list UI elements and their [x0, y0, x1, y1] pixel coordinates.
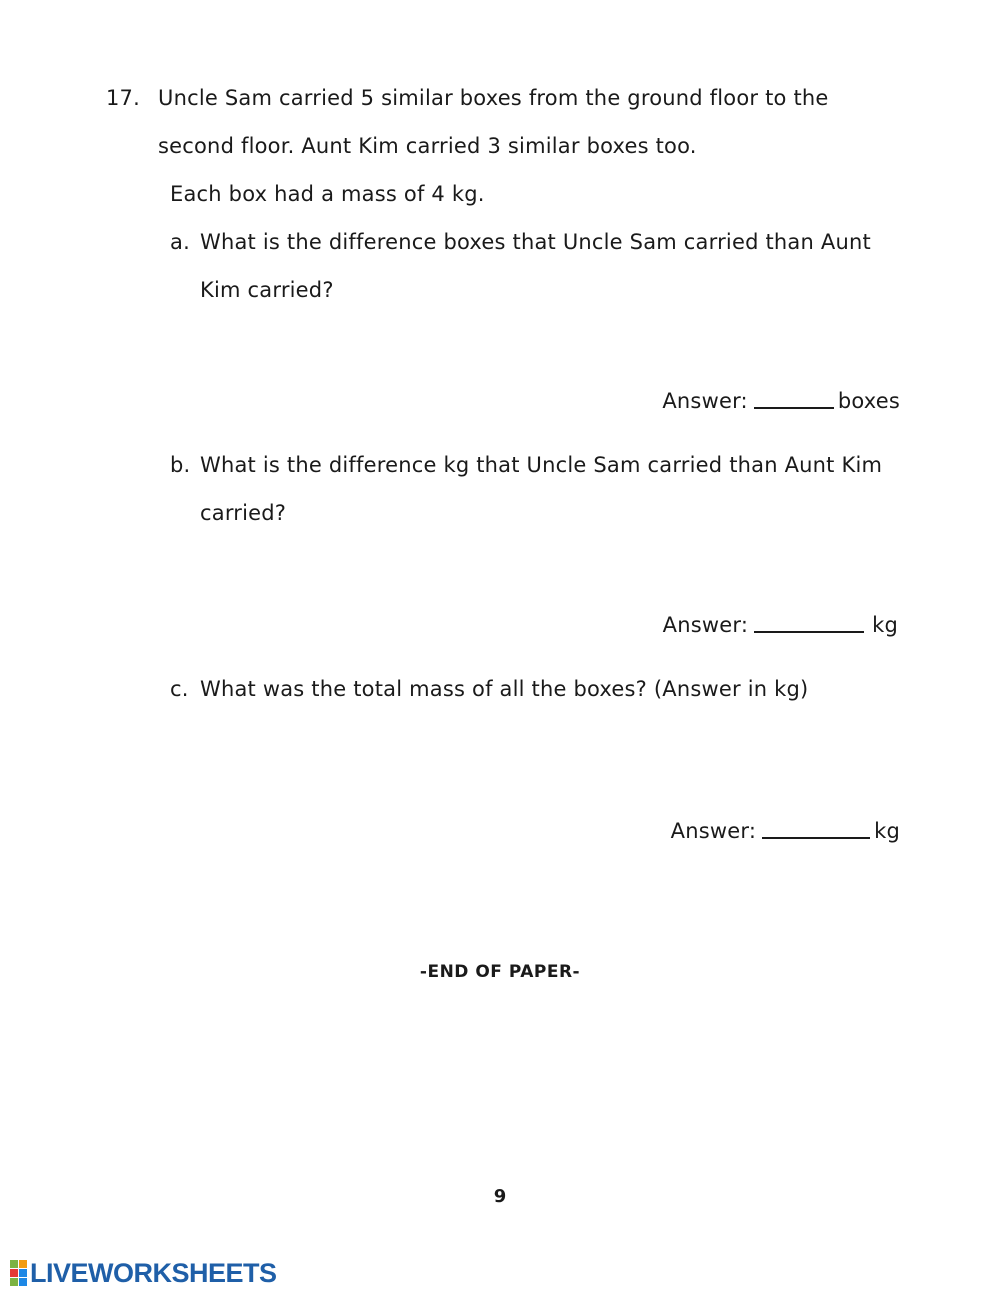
part-a-text-line-2: Kim carried?	[200, 278, 334, 302]
part-c-letter: c.	[170, 677, 189, 701]
part-b-answer	[663, 615, 898, 636]
part-c-text-line-1: What was the total mass of all the boxes? (Answer in kg)	[200, 677, 809, 701]
liveworksheets-logo[interactable]	[10, 1257, 277, 1288]
liveworksheets-wordmark: LIVEWORKSHEETS	[30, 1257, 277, 1288]
part-b-answer-unit: kg	[872, 613, 898, 637]
question-text-line-1: Uncle Sam carried 5 similar boxes from the ground floor to the	[158, 86, 829, 110]
part-c-answer-blank[interactable]	[762, 836, 870, 839]
part-a-answer	[662, 391, 900, 412]
question-text-line-2: second floor. Aunt Kim carried 3 similar boxes too.	[158, 134, 697, 158]
part-c-answer	[671, 821, 900, 842]
part-a-letter: a.	[170, 230, 190, 254]
part-c-answer-unit: kg	[874, 819, 900, 843]
part-b-answer-label: Answer:	[662, 613, 749, 637]
part-a-answer-unit: boxes	[837, 389, 900, 413]
part-a-answer-blank[interactable]	[754, 406, 834, 409]
part-b-letter: b.	[170, 453, 191, 477]
part-a-answer-label: Answer:	[662, 389, 748, 413]
liveworksheets-logo-icon	[10, 1260, 27, 1286]
part-b-answer-blank[interactable]	[754, 630, 864, 633]
part-c-answer-label: Answer:	[670, 819, 757, 843]
question-text-line-3: Each box had a mass of 4 kg.	[170, 182, 485, 206]
part-b-text-line-2: carried?	[200, 501, 287, 525]
question-number: 17.	[106, 86, 140, 110]
part-a-text-line-1: What is the difference boxes that Uncle Sam carried than Aunt	[200, 230, 871, 254]
end-of-paper: -END OF PAPER-	[419, 962, 581, 982]
page-number: 9	[493, 1186, 507, 1207]
part-b-text-line-1: What is the difference kg that Uncle Sam carried than Aunt Kim	[200, 453, 883, 477]
